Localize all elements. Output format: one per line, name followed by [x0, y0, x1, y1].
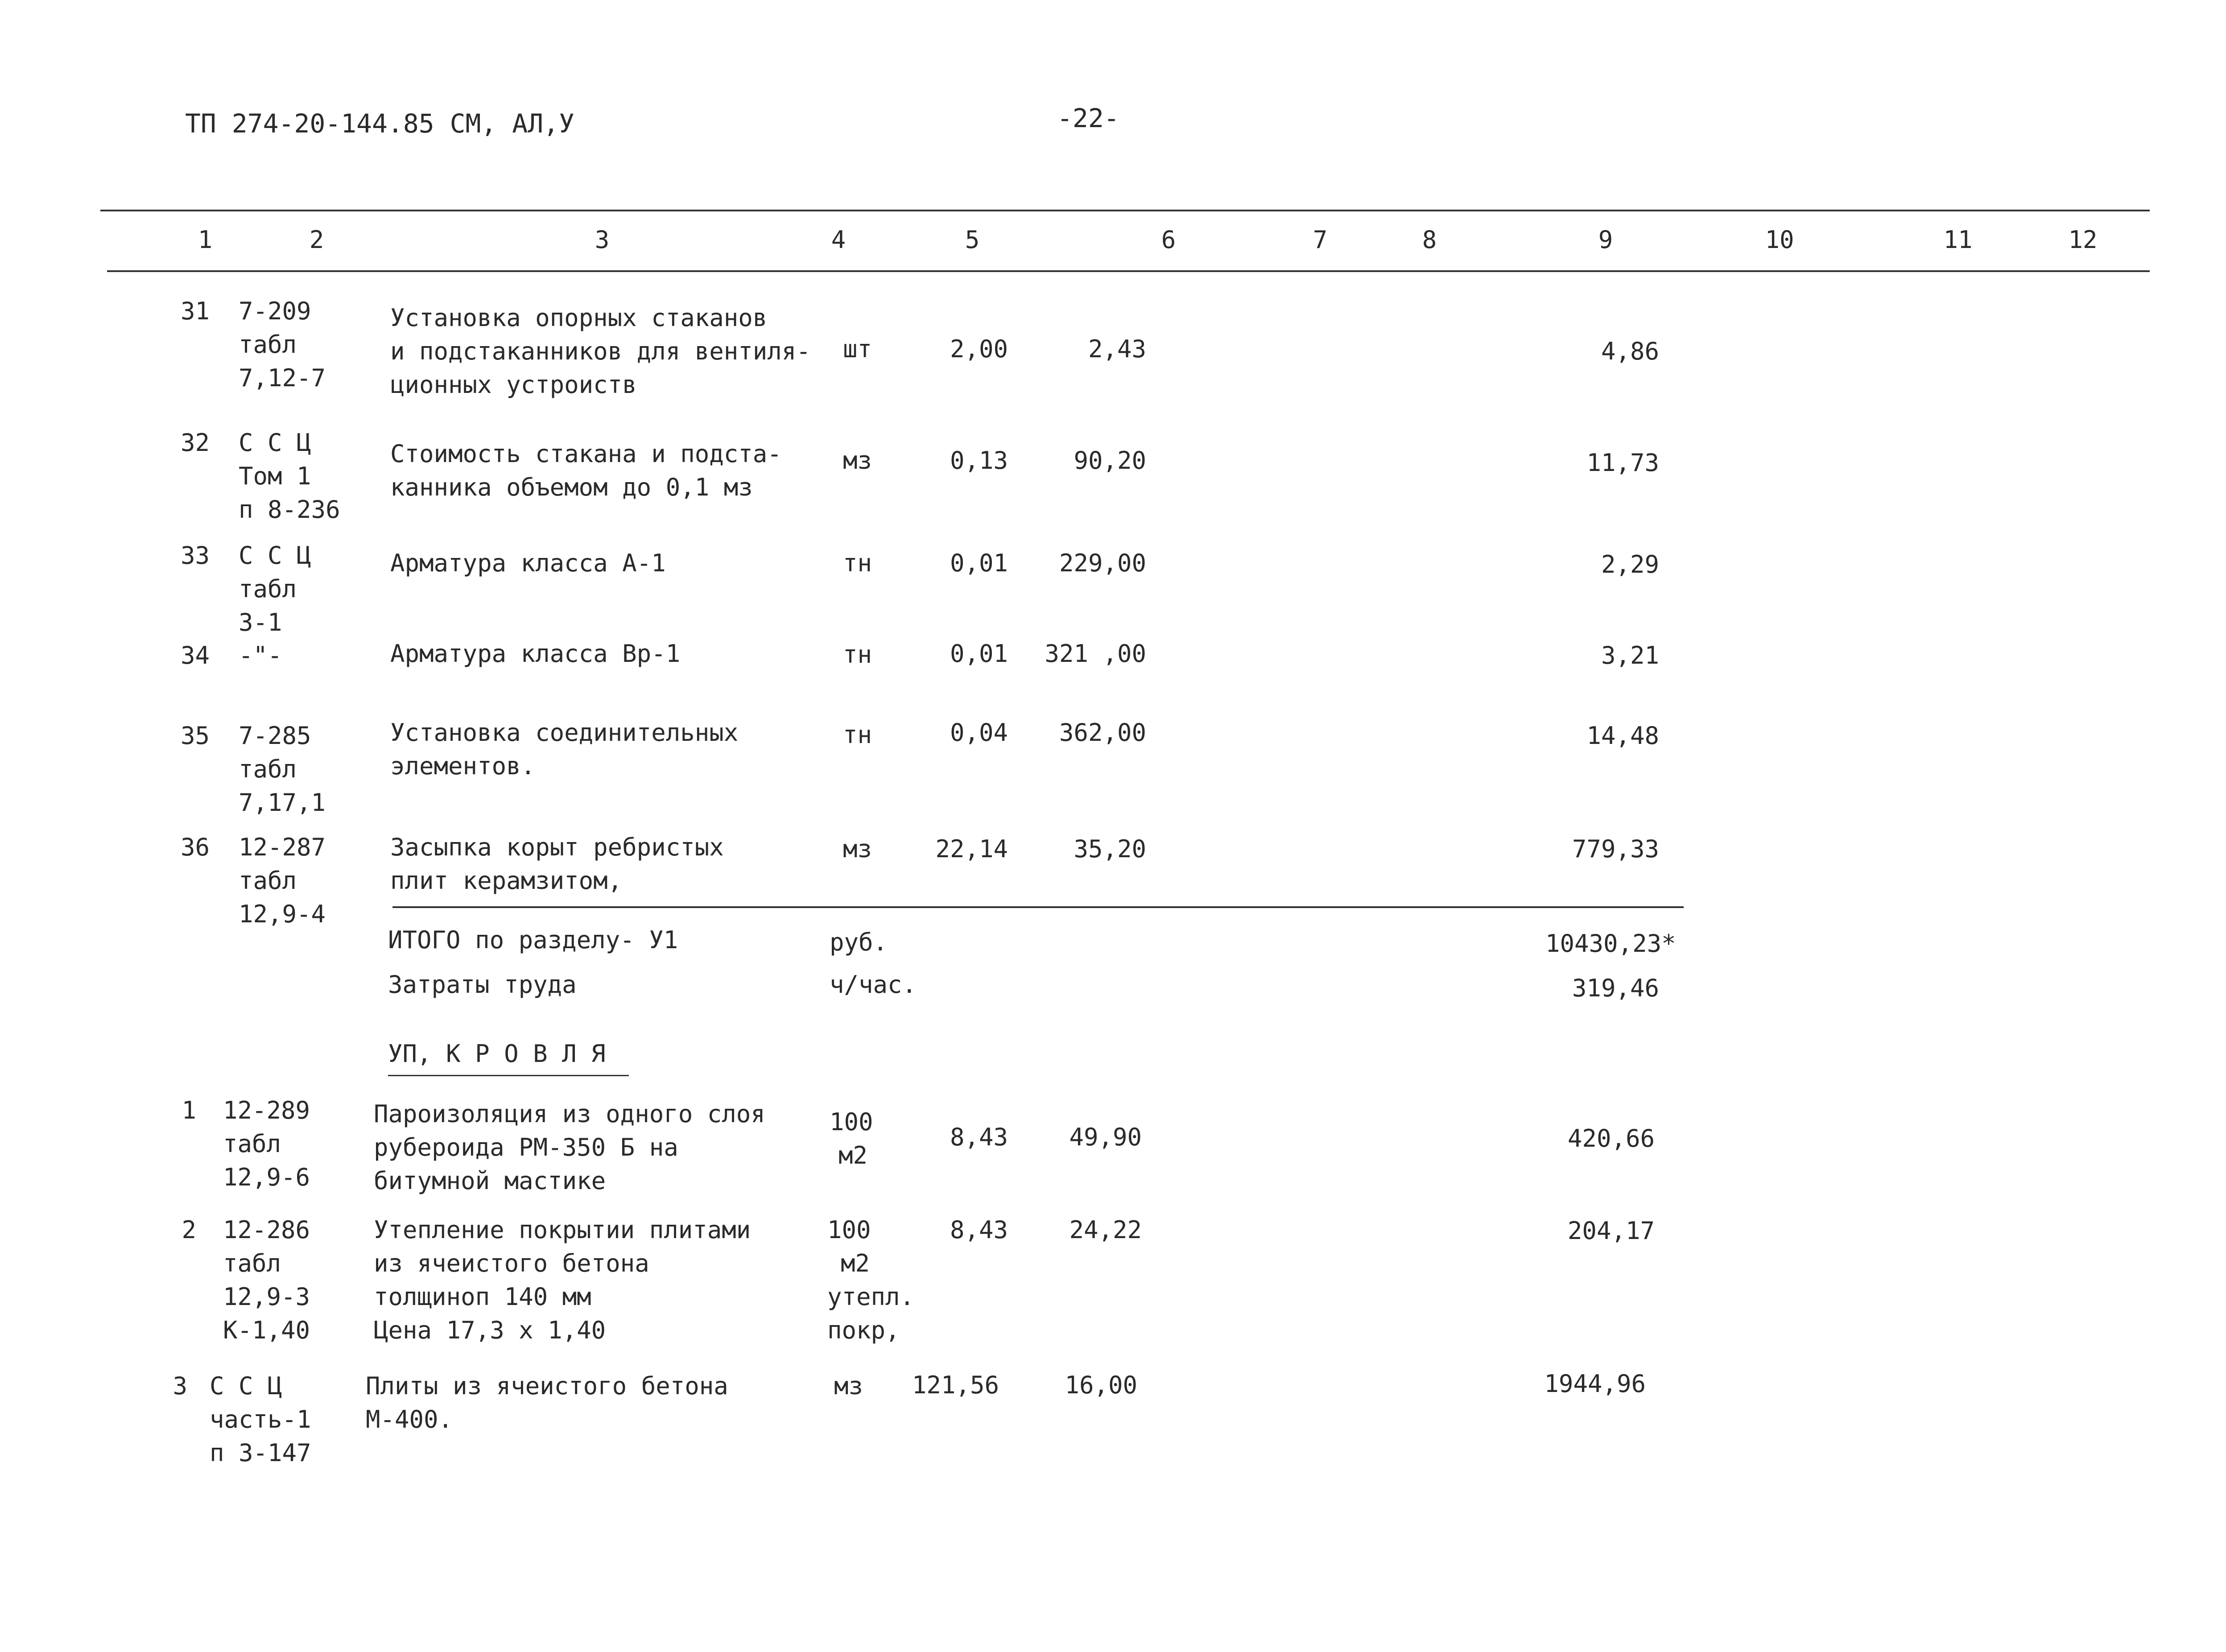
row-number: 32	[180, 429, 210, 457]
row-description: Плиты из ячеистого бетона М-400.	[366, 1372, 728, 1433]
row-reference: 7-209 табл 7,12-7	[239, 297, 326, 392]
column-header: 9	[1598, 226, 1613, 254]
row-unit-price: 362,00	[1059, 719, 1146, 747]
row-description: Засыпка корыт ребристых плит керамзитом,	[390, 833, 724, 895]
row-description: Арматура класса Вр-1	[390, 640, 681, 668]
row-unit: шт	[843, 335, 872, 363]
page-number: -22-	[1057, 103, 1119, 133]
row-total: 1944,96	[1544, 1370, 1646, 1398]
row-unit-price: 35,20	[1074, 835, 1146, 863]
labor-unit: ч/час.	[830, 971, 917, 999]
row-unit: мз	[843, 446, 872, 475]
row-quantity: 0,01	[950, 549, 1008, 577]
row-description: Пароизоляция из одного слоя рубероида РМ-350 Б на битумной мастике	[374, 1100, 765, 1195]
row-reference: 12-287 табл 12,9-4	[239, 833, 326, 928]
row-number: 34	[180, 641, 210, 669]
row-description: Стоимость стакана и подста- канника объемом до 0,1 мз	[390, 440, 782, 501]
document-code: ТП 274-20-144.85 СМ, АЛ,У	[185, 108, 574, 139]
row-number: 31	[180, 297, 210, 325]
row-unit: мз	[834, 1372, 863, 1400]
row-unit: мз	[843, 835, 872, 863]
row-quantity: 0,01	[950, 640, 1008, 668]
row-reference: 7-285 табл 7,17,1	[239, 722, 326, 817]
row-description: Утепление покрытии плитами из ячеистого бетона толщиноп 140 мм Цена 17,3 х 1,40	[374, 1216, 751, 1344]
row-number: 1	[182, 1096, 196, 1124]
row-number: 3	[173, 1372, 187, 1400]
row-unit: 100 м2	[830, 1108, 873, 1169]
row-unit-price: 321 ,00	[1045, 640, 1146, 668]
row-reference: С С Ц табл 3-1	[239, 541, 311, 636]
row-quantity: 2,00	[950, 335, 1008, 363]
row-total: 4,86	[1601, 337, 1659, 365]
column-header: 6	[1161, 226, 1176, 254]
row-description: Арматура класса А-1	[390, 549, 666, 577]
row-total: 14,48	[1586, 722, 1659, 750]
section-title-underline	[388, 1075, 629, 1076]
row-unit: тн	[843, 721, 872, 749]
row-total: 420,66	[1567, 1124, 1655, 1152]
row-unit: 100 м2 утепл. покр,	[827, 1216, 915, 1344]
row-unit-price: 16,00	[1065, 1371, 1137, 1399]
total-unit: руб.	[830, 928, 888, 956]
row-reference: С С Ц часть-1 п 3-147	[210, 1372, 311, 1467]
row-unit-price: 2,43	[1088, 335, 1146, 363]
row-total: 3,21	[1601, 641, 1659, 669]
row-unit-price: 229,00	[1059, 549, 1146, 577]
column-header: 2	[309, 226, 324, 254]
row-quantity: 0,13	[950, 446, 1008, 475]
section-title: УП, К Р О В Л Я	[388, 1040, 606, 1068]
row-number: 33	[180, 541, 210, 570]
column-header: 11	[1943, 226, 1973, 254]
row-description: Установка соединительных элементов.	[390, 719, 739, 780]
column-header: 12	[2068, 226, 2098, 254]
total-label: ИТОГО по разделу- У1	[388, 926, 678, 954]
row-total: 2,29	[1601, 550, 1659, 578]
row-quantity: 22,14	[935, 835, 1008, 863]
row-quantity: 8,43	[950, 1216, 1008, 1244]
row-total: 204,17	[1567, 1217, 1655, 1245]
table-top-rule	[100, 210, 2150, 211]
row-number: 35	[180, 722, 210, 750]
row-reference: -"-	[239, 641, 282, 669]
labor-label: Затраты труда	[388, 971, 577, 999]
row-number: 36	[180, 833, 210, 861]
column-header: 10	[1765, 226, 1794, 254]
row-reference: С С Ц Том 1 п 8-236	[239, 429, 340, 524]
column-header: 7	[1313, 226, 1328, 254]
column-header: 3	[595, 226, 610, 254]
row-unit-price: 49,90	[1069, 1123, 1142, 1151]
row-total: 779,33	[1572, 835, 1659, 863]
total-value: 10430,23*	[1545, 929, 1676, 958]
row-unit: тн	[843, 549, 872, 577]
column-header: 5	[965, 226, 980, 254]
row-description: Установка опорных стаканов и подстаканников для вентиля- ционных устроиств	[390, 304, 811, 399]
row-reference: 12-289 табл 12,9-6	[223, 1096, 310, 1191]
subtotal-rule	[392, 906, 1684, 908]
column-header: 8	[1422, 226, 1437, 254]
column-header: 1	[198, 226, 213, 254]
row-unit-price: 24,22	[1069, 1216, 1142, 1244]
table-header-rule	[107, 270, 2150, 272]
row-unit: тн	[843, 640, 872, 669]
row-reference: 12-286 табл 12,9-3 К-1,40	[223, 1216, 310, 1344]
row-unit-price: 90,20	[1074, 446, 1146, 475]
row-number: 2	[182, 1216, 196, 1244]
labor-value: 319,46	[1572, 974, 1659, 1002]
row-total: 11,73	[1586, 449, 1659, 477]
row-quantity: 121,56	[912, 1371, 999, 1399]
column-header: 4	[831, 226, 846, 254]
row-quantity: 0,04	[950, 719, 1008, 747]
row-quantity: 8,43	[950, 1123, 1008, 1151]
